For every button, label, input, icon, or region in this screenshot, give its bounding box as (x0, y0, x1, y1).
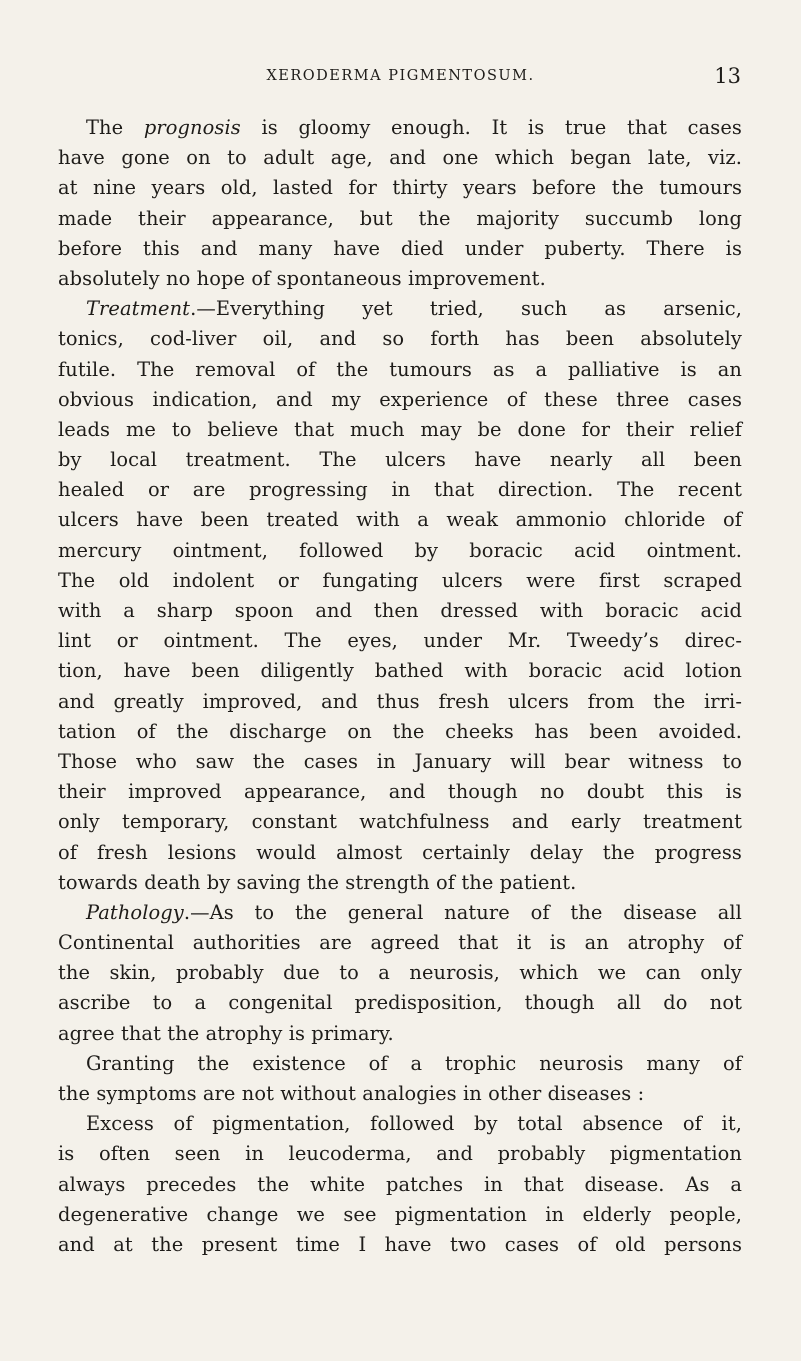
text-run: .—As to the general nature of the disease all (183, 900, 742, 924)
text-run: always precedes the white patches in that disease. As a (58, 1172, 742, 1196)
running-head (0, 64, 801, 90)
running-title: XERODERMA PIGMENTOSUM. (266, 68, 535, 84)
text-run: and greatly improved, and thus fresh ulcers from the irri- (58, 689, 742, 713)
text-line (58, 656, 742, 686)
text-line (58, 204, 742, 234)
text-line (58, 958, 742, 988)
text-line (58, 1079, 742, 1109)
text-line (58, 113, 742, 143)
text-line (58, 687, 742, 717)
text-line (58, 566, 742, 596)
text-line (58, 807, 742, 837)
text-run: made their appearance, but the majority succumb long (58, 206, 742, 230)
text-line (58, 294, 742, 324)
text-run: Granting the existence of a trophic neurosis many of (86, 1051, 742, 1075)
text-line (58, 1200, 742, 1230)
text-run: lint or ointment. The eyes, under Mr. Tweedy’s direc- (58, 629, 742, 653)
text-run: futile. The removal of the tumours as a palliative is an (58, 357, 742, 381)
text-run: the symptoms are not without analogies in other diseases : (58, 1082, 645, 1105)
text-line (58, 747, 742, 777)
text-line (58, 838, 742, 868)
text-run: obvious indication, and my experience of these three cases (58, 387, 742, 411)
text-run: The old indolent or fungating ulcers were first scraped (58, 568, 742, 592)
text-line (58, 505, 742, 535)
text-run: tion, have been diligently bathed with boracic acid lotion (58, 659, 742, 683)
text-run: have gone on to adult age, and one which began late, viz. (58, 146, 742, 170)
text-line (58, 988, 742, 1018)
italic-heading: Pathology (86, 900, 184, 924)
body-text (58, 113, 742, 1260)
text-line (58, 1139, 742, 1169)
text-run: with a sharp spoon and then dressed with boracic acid (58, 599, 742, 622)
text-line (58, 536, 742, 566)
text-run: and at the present time I have two cases of old persons (58, 1232, 742, 1256)
text-line (58, 264, 742, 294)
text-run: Continental authorities are agreed that it is an atrophy of (58, 931, 742, 955)
text-run: agree that the atrophy is primary. (58, 1021, 394, 1045)
text-run: healed or are progressing in that direction. The recent (58, 478, 742, 502)
text-run: degenerative change we see pigmentation in elderly people, (58, 1202, 742, 1226)
text-line (58, 234, 742, 264)
text-run: The (86, 116, 144, 139)
text-run: the skin, probably due to a neurosis, which we can only (58, 961, 742, 985)
text-line (58, 777, 742, 807)
text-line (58, 324, 742, 354)
text-run: only temporary, constant watchfulness and early treatment (58, 810, 742, 834)
text-run: is gloomy enough. It is true that cases (240, 116, 742, 139)
page-number: 13 (714, 64, 741, 88)
text-line (58, 1170, 742, 1200)
text-line (58, 445, 742, 475)
text-line (58, 717, 742, 747)
italic-heading: prognosis (143, 116, 241, 139)
text-run: towards death by saving the strength of the patient. (58, 870, 577, 894)
italic-heading: Treatment (86, 297, 191, 321)
text-run: before this and many have died under puberty. There is (58, 236, 742, 260)
text-line (58, 1019, 742, 1049)
text-line (58, 385, 742, 415)
text-line (58, 1109, 742, 1139)
text-line (58, 596, 742, 626)
text-run: tonics, cod-liver oil, and so forth has been absolutely (58, 327, 742, 351)
text-run: absolutely no hope of spontaneous improvement. (58, 266, 546, 290)
text-run: .—Everything yet tried, such as arsenic, (190, 297, 742, 321)
text-run: ulcers have been treated with a weak ammonio chloride of (58, 508, 742, 532)
text-run: leads me to believe that much may be done for their relief (58, 417, 742, 441)
text-line (58, 898, 742, 928)
text-run: mercury ointment, followed by boracic acid ointment. (58, 538, 742, 562)
text-line (58, 1230, 742, 1260)
text-run: Excess of pigmentation, followed by total absence of it, (86, 1112, 742, 1136)
text-line (58, 143, 742, 173)
text-run: of fresh lesions would almost certainly delay the progress (58, 840, 742, 864)
text-line (58, 475, 742, 505)
text-run: Those who saw the cases in January will bear witness to (58, 749, 742, 773)
text-run: tation of the discharge on the cheeks has been avoided. (58, 719, 742, 743)
text-line (58, 928, 742, 958)
text-run: at nine years old, lasted for thirty years before the tumours (58, 176, 742, 200)
text-run: is often seen in leucoderma, and probably pigmentation (58, 1142, 742, 1166)
text-run: ascribe to a congenital predisposition, though all do not (58, 991, 742, 1015)
text-line (58, 1049, 742, 1079)
text-run: their improved appearance, and though no doubt this is (58, 780, 742, 804)
text-line (58, 415, 742, 445)
text-line (58, 868, 742, 898)
text-line (58, 626, 742, 656)
text-line (58, 173, 742, 203)
text-line (58, 355, 742, 385)
text-run: by local treatment. The ulcers have nearly all been (58, 448, 742, 472)
